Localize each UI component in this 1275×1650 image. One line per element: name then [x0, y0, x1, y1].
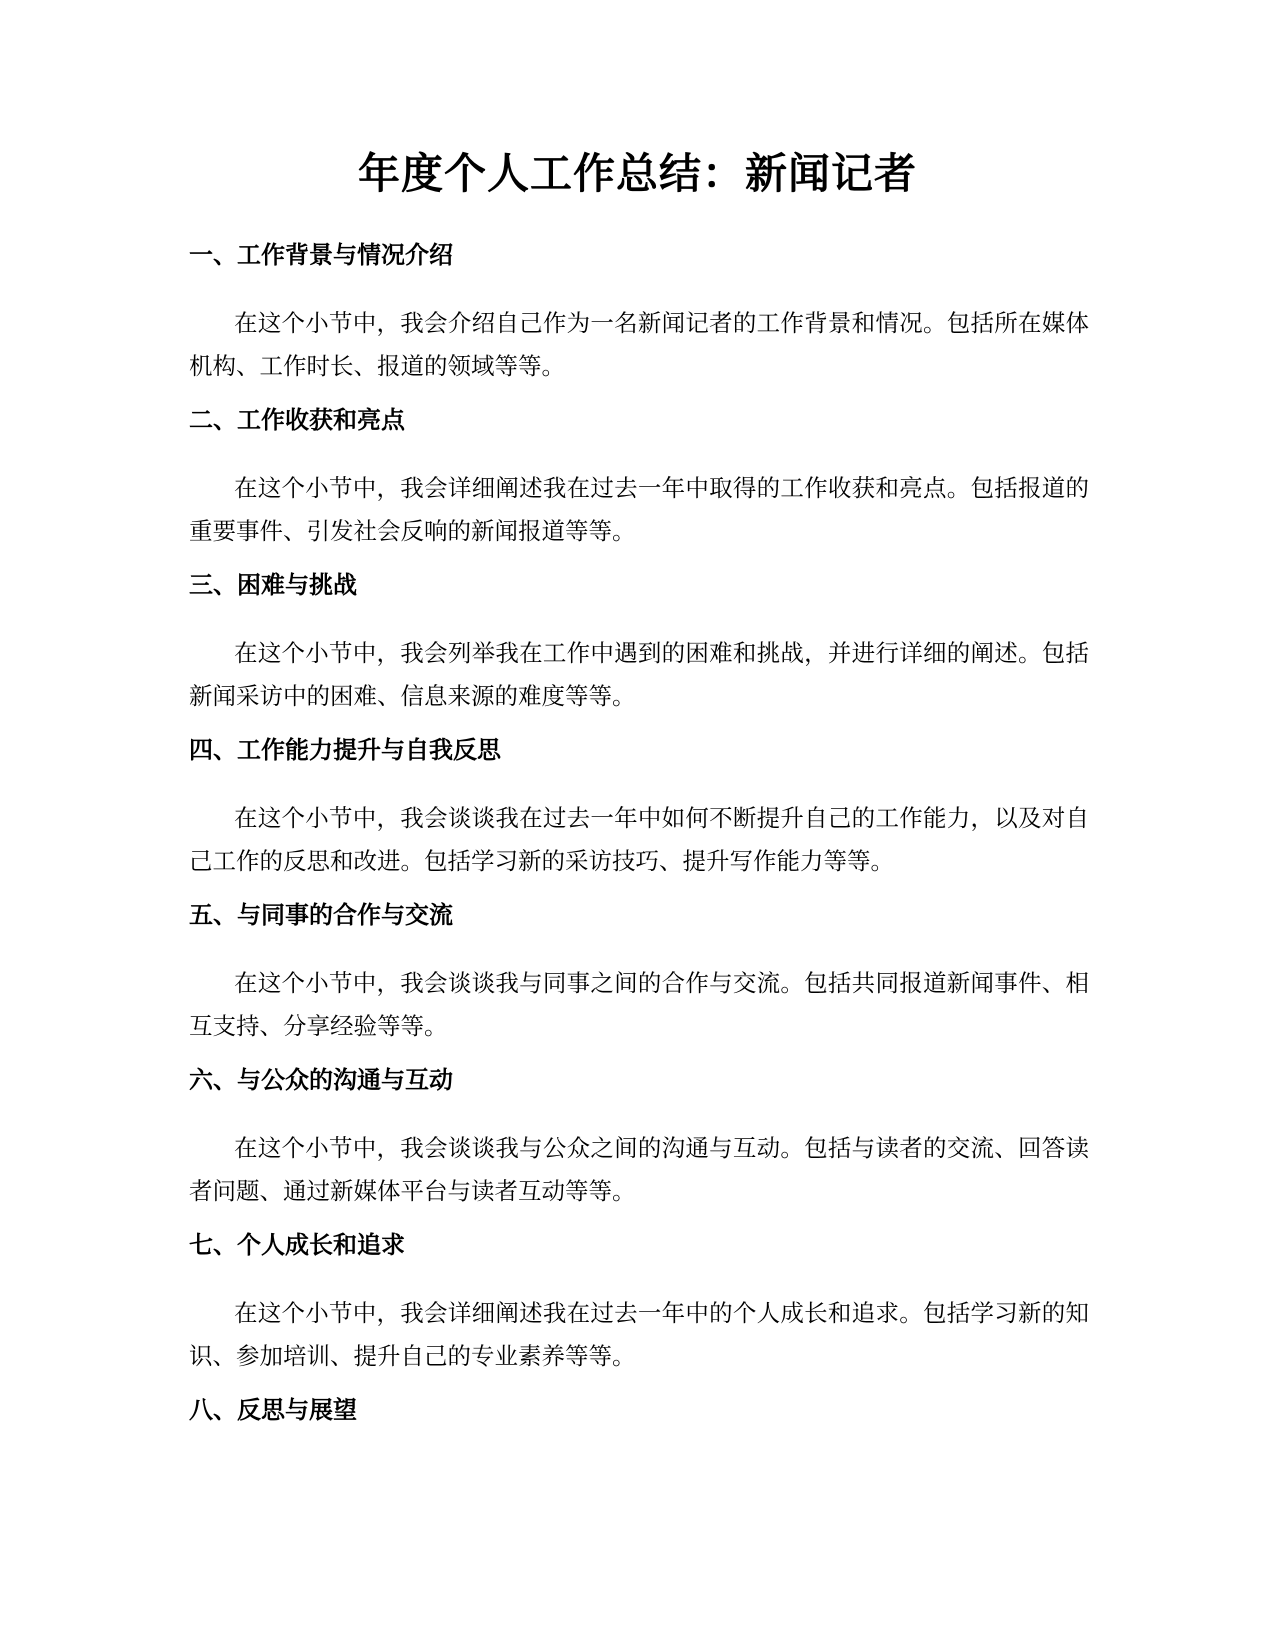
section-2	[189, 405, 1089, 553]
section-heading: 八、反思与展望	[189, 1396, 357, 1424]
section-heading: 二、工作收获和亮点	[189, 406, 405, 434]
section-paragraph: 在这个小节中，我会详细阐述我在过去一年中取得的工作收获和亮点。包括报道的重要事件、引发社会反响的新闻报道等等。	[189, 474, 1089, 545]
section-paragraph: 在这个小节中，我会谈谈我与同事之间的合作与交流。包括共同报道新闻事件、相互支持、分享经验等等。	[189, 969, 1089, 1040]
section-paragraph: 在这个小节中，我会谈谈我与公众之间的沟通与互动。包括与读者的交流、回答读者问题、通过新媒体平台与读者互动等等。	[189, 1134, 1089, 1205]
section-5	[189, 900, 1089, 1048]
section-8	[189, 1395, 1089, 1425]
section-heading: 五、与同事的合作与交流	[189, 901, 453, 929]
section-heading: 一、工作背景与情况介绍	[189, 241, 453, 269]
section-heading: 四、工作能力提升与自我反思	[189, 736, 501, 764]
section-6	[189, 1065, 1089, 1213]
document-title: 年度个人工作总结：新闻记者	[357, 149, 917, 198]
section-paragraph: 在这个小节中，我会详细阐述我在过去一年中的个人成长和追求。包括学习新的知识、参加培训、提升自己的专业素养等等。	[189, 1299, 1089, 1370]
section-3	[189, 570, 1089, 718]
section-1	[189, 240, 1089, 388]
section-heading: 三、困难与挑战	[189, 571, 357, 599]
section-heading: 七、个人成长和追求	[189, 1231, 405, 1259]
section-paragraph: 在这个小节中，我会列举我在工作中遇到的困难和挑战，并进行详细的阐述。包括新闻采访中的困难、信息来源的难度等等。	[189, 639, 1089, 710]
section-paragraph: 在这个小节中，我会介绍自己作为一名新闻记者的工作背景和情况。包括所在媒体机构、工作时长、报道的领域等等。	[189, 309, 1089, 380]
section-7	[189, 1230, 1089, 1378]
section-4	[189, 735, 1089, 883]
section-heading: 六、与公众的沟通与互动	[189, 1066, 453, 1094]
section-paragraph: 在这个小节中，我会谈谈我在过去一年中如何不断提升自己的工作能力，以及对自己工作的反思和改进。包括学习新的采访技巧、提升写作能力等等。	[189, 804, 1089, 875]
